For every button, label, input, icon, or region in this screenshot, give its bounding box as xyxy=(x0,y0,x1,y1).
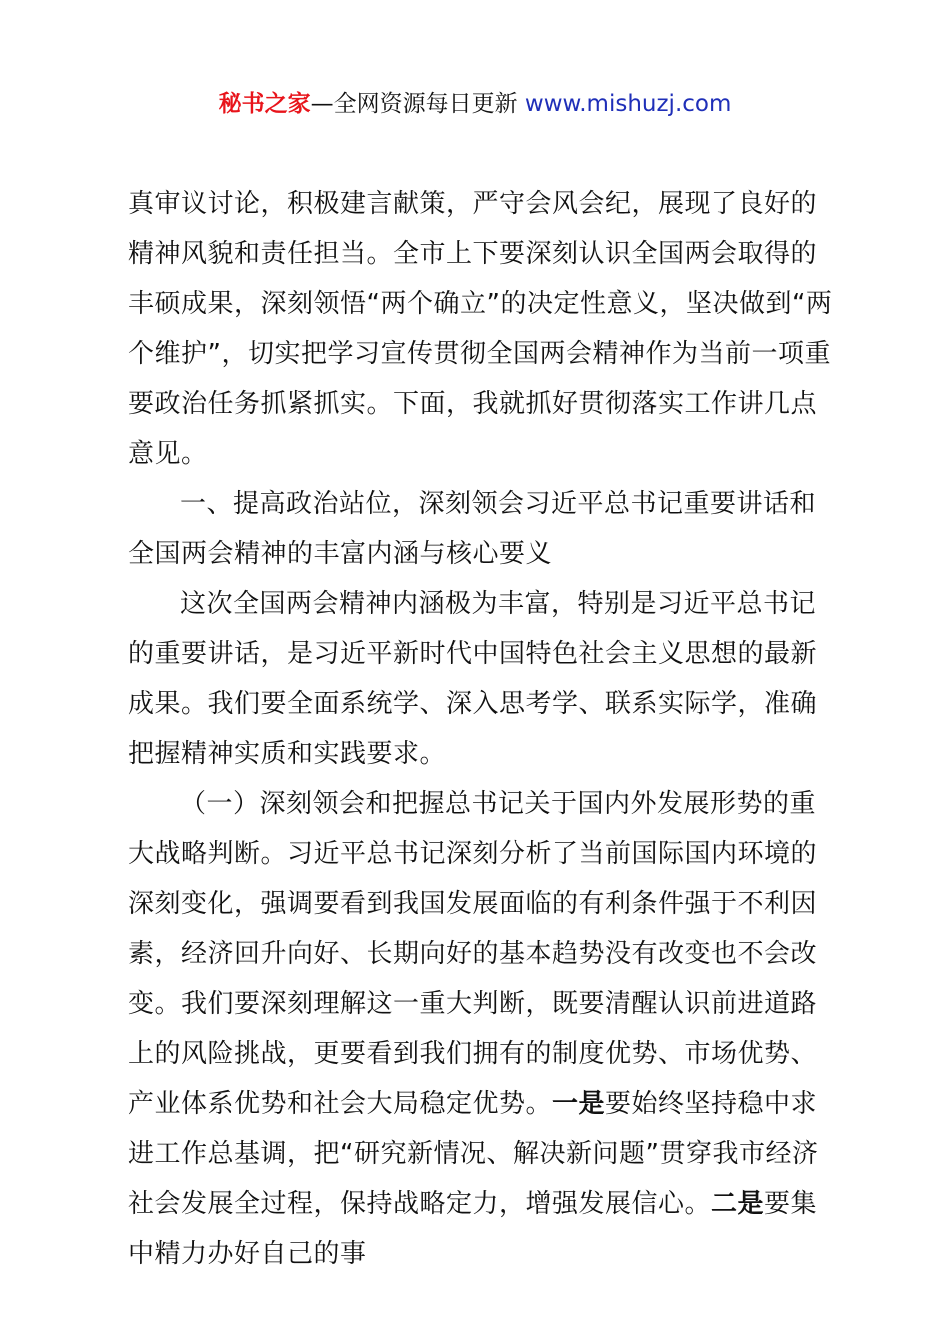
brand-name: 秘书之家 xyxy=(218,91,311,117)
section-heading-1: 一、提高政治站位，深刻领会习近平总书记重要讲话和全国两会精神的丰富内涵与核心要义 xyxy=(128,489,817,569)
point-two-text: 要集中精力办好自己的事 xyxy=(128,1189,818,1269)
point-one-label: 一是 xyxy=(552,1089,606,1119)
document-body xyxy=(128,179,838,1279)
paragraph-intro: 这次全国两会精神内涵极为丰富，特别是习近平总书记的重要讲话，是习近平新时代中国特色社会主义思想的最新成果。我们要全面系统学、深入思考学、联系实际学，准确把握精神实质和实践要求。 xyxy=(128,589,818,769)
page-header xyxy=(0,86,950,122)
point-one-text: 要始终坚持稳中求进工作总基调，把“研究新情况、解决新问题”贯穿我市经济社会发展全过程，保持战略定力，增强发展信心。 xyxy=(128,1089,819,1219)
paragraph-subsection-1 xyxy=(128,779,838,1279)
paragraph-continued: 真审议讨论，积极建言献策，严守会风会纪，展现了良好的精神风貌和责任担当。全市上下要深刻认识全国两会取得的丰硕成果，深刻领悟“两个确立”的决定性意义，坚决做到“两个维护”，切实把学习宣传贯彻全国两会精神作为当前一项重要政治任务抓紧抓实。下面，我就抓好贯彻落实工作讲几点意见。 xyxy=(128,189,833,469)
subsection-text: （一）深刻领会和把握总书记关于国内外发展形势的重大战略判断。习近平总书记深刻分析了当前国际国内环境的深刻变化，强调要看到我国发展面临的有利条件强于不利因素，经济回升向好、长期向好的基本趋势没有改变也不会改变。我们要深刻理解这一重大判断，既要清醒认识前进道路上的风险挑战，更要看到我们拥有的制度优势、市场优势、产业体系优势和社会大局稳定优势。 xyxy=(128,789,818,1119)
point-two-label: 二是 xyxy=(711,1189,765,1219)
header-tagline: —全网资源每日更新 xyxy=(310,91,518,117)
site-url[interactable]: www.mishuzj.com xyxy=(524,91,732,117)
